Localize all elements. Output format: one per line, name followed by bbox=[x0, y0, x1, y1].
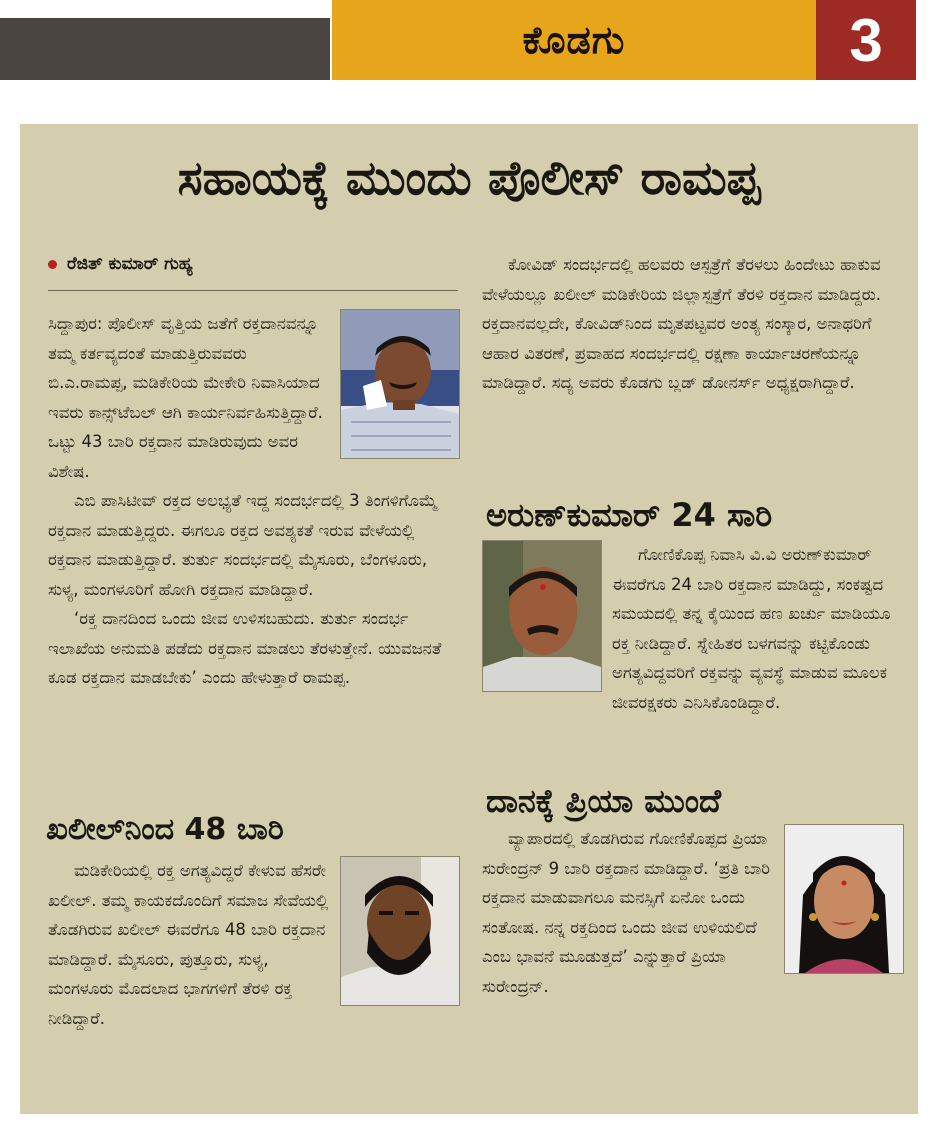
section-banner bbox=[332, 0, 816, 80]
page-number-box bbox=[816, 0, 916, 80]
rampa-paragraph-1: ಸಿದ್ದಾಪುರ: ಪೊಲೀಸ್ ವೃತ್ತಿಯ ಜತೆಗೆ ರಕ್ತದಾನವನ್ನೂ ತಮ್ಮ ಕರ್ತವ್ಯದಂತೆ ಮಾಡುತ್ತಿರುವವರು ಬಿ.ಎ.ರಾಮಪ್ಪ, ಮಡಿಕೇರಿಯ ಮೇಕೇರಿ ನಿವಾಸಿಯಾದ ಇವರು ಕಾನ್ಸ್‌ಟೆಬಲ್ ಆಗಿ ಕಾರ್ಯನಿರ್ವಹಿಸುತ್ತಿದ್ದಾರೆ. ಒಟ್ಟು 43 ಬಾರಿ ರಕ್ತದಾನ ಮಾಡಿರುವುದು ಅವರ ವಿಶೇಷ. bbox=[48, 314, 323, 481]
khalil-story bbox=[48, 856, 460, 1033]
byline-divider bbox=[48, 290, 458, 291]
khalil-paragraph-2: ಕೋವಿಡ್ ಸಂದರ್ಭದಲ್ಲಿ ಹಲವರು ಆಸ್ಪತ್ರೆಗೆ ತೆರಳಲು ಹಿಂದೇಟು ಹಾಕುವ ವೇಳೆಯಲ್ಲೂ ಖಲೀಲ್ ಮಡಿಕೇರಿಯ ಜಿಲ್ಲಾಸ್ಪತ್ರೆಗೆ ತೆರಳಿ ರಕ್ತದಾನ ಮಾಡಿದ್ದರು. ರಕ್ತದಾನವಲ್ಲದೇ, ಕೋವಿಡ್‌ನಿಂದ ಮೃತಪಟ್ಟವರ ಅಂತ್ಯ ಸಂಸ್ಕಾರ, ಅನಾಥರಿಗೆ ಆಹಾರ ವಿತರಣೆ, ಪ್ರವಾಹದ ಸಂದರ್ಭದಲ್ಲಿ ರಕ್ಷಣಾ ಕಾರ್ಯಾಚರಣೆಯನ್ನೂ ಮಾಡಿದ್ದಾರೆ. ಸದ್ಯ ಅವರು ಕೊಡಗು ಬ್ಲಡ್ ಡೋನರ್ಸ್ ಅಧ್ಯಕ್ಷರಾಗಿದ್ದಾರೆ. bbox=[482, 255, 881, 392]
khalil-paragraph-1: ಮಡಿಕೇರಿಯಲ್ಲಿ ರಕ್ತ ಅಗತ್ಯವಿದ್ದರೆ ಕೇಳುವ ಹೆಸರೇ ಖಲೀಲ್. ತಮ್ಮ ಕಾಯಕದೊಂದಿಗೆ ಸಮಾಜ ಸೇವೆಯಲ್ಲಿ ತೊಡಗಿರುವ ಖಲೀಲ್ ಈವರೆಗೂ 48 ಬಾರಿ ರಕ್ತದಾನ ಮಾಡಿದ್ದಾರೆ. ಮೈಸೂರು, ಪುತ್ತೂರು, ಸುಳ್ಯ, ಮಂಗಳೂರು ಮೊದಲಾದ ಭಾಗಗಳಿಗೆ ತೆರಳಿ ರಕ್ತ ನೀಡಿದ್ದಾರೆ. bbox=[48, 861, 329, 1028]
author-name: ರೆಜಿತ್ ಕುಮಾರ್ ಗುಹ್ಯ bbox=[67, 254, 193, 274]
section-title: ಕೊಡಗು bbox=[522, 17, 626, 62]
bullet-icon bbox=[48, 260, 57, 269]
page-number: 3 bbox=[849, 6, 883, 74]
priya-heading: ದಾನಕ್ಕೆ ಪ್ರಿಯಾ ಮುಂದೆ bbox=[486, 782, 721, 820]
article bbox=[20, 124, 918, 1114]
headline: ಸಹಾಯಕ್ಕೆ ಮುಂದು ಪೊಲೀಸ್ ರಾಮಪ್ಪ bbox=[177, 151, 761, 206]
priya-paragraph-1: ವ್ಯಾಪಾರದಲ್ಲಿ ತೊಡಗಿರುವ ಗೋಣಿಕೊಪ್ಪದ ಪ್ರಿಯಾ ಸುರೇಂದ್ರನ್ 9 ಬಾರಿ ರಕ್ತದಾನ ಮಾಡಿದ್ದಾರೆ. ‘ಪ್ರತಿ ಬಾರಿ ರಕ್ತದಾನ ಮಾಡುವಾಗಲೂ ಮನಸ್ಸಿಗೆ ಏನೋ ಒಂದು ಸಂತೋಷ. ನನ್ನ ರಕ್ತದಿಂದ ಒಂದು ಜೀವ ಉಳಿಯಲಿದೆ ಎಂಬ ಭಾವನೆ ಮೂಡುತ್ತದೆ’ ಎನ್ನುತ್ತಾರೆ ಪ್ರಿಯಾ ಸುರೇಂದ್ರನ್. bbox=[482, 829, 770, 996]
priya-story bbox=[482, 824, 904, 1001]
rampa-paragraph-3: ‘ರಕ್ತ ದಾನದಿಂದ ಒಂದು ಜೀವ ಉಳಿಸಬಹುದು. ತುರ್ತು ಸಂದರ್ಭ ಇಲಾಖೆಯ ಅನುಮತಿ ಪಡೆದು ರಕ್ತದಾನ ಮಾಡಲು ತೆರಳುತ್ತೇನೆ. ಯುವಜನತೆ ಕೂಡ ರಕ್ತದಾನ ಮಾಡಬೇಕು’ ಎಂದು ಹೇಳುತ್ತಾರೆ ರಾಮಪ್ಪ. bbox=[48, 609, 442, 687]
khalil-story-continued bbox=[482, 250, 904, 398]
arun-paragraph-1: ಗೋಣಿಕೊಪ್ಪ ನಿವಾಸಿ ವಿ.ವಿ ಅರುಣ್‌ಕುಮಾರ್ ಈವರೆಗೂ 24 ಬಾರಿ ರಕ್ತದಾನ ಮಾಡಿದ್ದು, ಸಂಕಷ್ಟದ ಸಮಯದಲ್ಲಿ ತನ್ನ ಕೈಯಿಂದ ಹಣ ಖರ್ಚು ಮಾಡಿಯೂ ರಕ್ತ ನೀಡಿದ್ದಾರೆ. ಸ್ನೇಹಿತರ ಬಳಗವನ್ನು ಕಟ್ಟಿಕೊಂಡು ಅಗತ್ಯವಿದ್ದವರಿಗೆ ರಕ್ತವನ್ನು ವ್ಯವಸ್ಥೆ ಮಾಡುವ ಮೂಲಕ ಜೀವರಕ್ಷಕರು ಎನಿಸಿಕೊಂಡಿದ್ದಾರೆ. bbox=[612, 545, 891, 712]
khalil-photo bbox=[340, 856, 460, 1006]
byline bbox=[48, 254, 193, 274]
rampa-paragraph-2: ಎಬಿ ಪಾಸಿಟೀವ್ ರಕ್ತದ ಅಲಭ್ಯತೆ ಇದ್ದ ಸಂದರ್ಭದಲ್ಲಿ 3 ತಿಂಗಳಿಗೊಮ್ಮೆ ರಕ್ತದಾನ ಮಾಡುತ್ತಿದ್ದರು. ಈಗಲೂ ರಕ್ತದ ಅವಶ್ಯಕತೆ ಇರುವ ವೇಳೆಯಲ್ಲಿ ರಕ್ತದಾನ ಮಾಡುತ್ತಿದ್ದಾರೆ. ತುರ್ತು ಸಂದರ್ಭದಲ್ಲಿ ಮೈಸೂರು, ಬೆಂಗಳೂರು, ಸುಳ್ಯ, ಮಂಗಳೂರಿಗೆ ಹೋಗಿ ರಕ್ತದಾನ ಮಾಡಿದ್ದಾರೆ. bbox=[48, 491, 438, 599]
rampa-story bbox=[48, 309, 460, 693]
arun-heading: ಅರುಣ್‌ಕುಮಾರ್ 24 ಸಾರಿ bbox=[486, 496, 773, 534]
khalil-heading: ಖಲೀಲ್‌ನಿಂದ 48 ಬಾರಿ bbox=[46, 812, 284, 847]
arun-story bbox=[482, 540, 904, 717]
arun-photo bbox=[482, 540, 602, 692]
priya-photo bbox=[784, 824, 904, 974]
masthead-dark-band bbox=[0, 18, 330, 80]
rampa-photo bbox=[340, 309, 460, 459]
